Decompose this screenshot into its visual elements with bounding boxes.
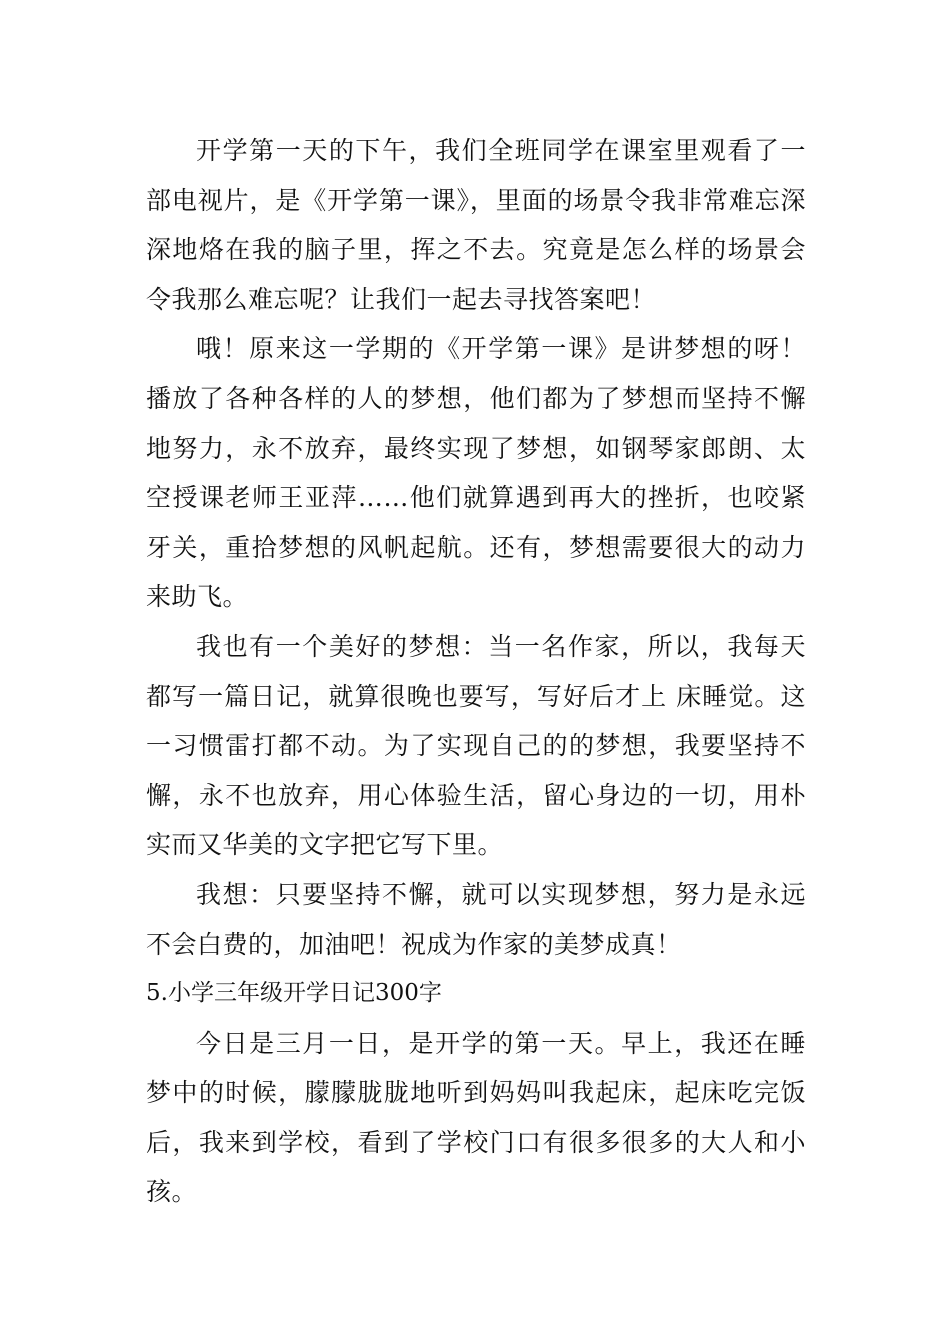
paragraph-1: 开学第一天的下午，我们全班同学在课室里观看了一部电视片，是《开学第一课》，里面的场景令我非常难忘深深地烙在我的脑子里，挥之不去。究竟是怎么样的场景会令我那么难忘呢？让我们一起去寻找答案吧！ xyxy=(146,136,806,314)
paragraph-2: 哦！原来这一学期的《开学第一课》是讲梦想的呀！播放了各种各样的人的梦想，他们都为了梦想而坚持不懈地努力，永不放弃，最终实现了梦想，如钢琴家郎朗、太空授课老师王亚萍……他们就算遇到再大的挫折，也咬紧牙关，重拾梦想的风帆起航。还有，梦想需要很大的动力来助飞。 xyxy=(146,334,806,612)
document-page xyxy=(146,126,806,1217)
section-paragraph-1: 今日是三月一日，是开学的第一天。早上，我还在睡梦中的时候，朦朦胧胧地听到妈妈叫我起床，起床吃完饭后，我来到学校，看到了学校门口有很多很多的大人和小孩。 xyxy=(146,1028,806,1207)
paragraph-4: 我想：只要坚持不懈，就可以实现梦想，努力是永远不会白费的，加油吧！祝成为作家的美梦成真！ xyxy=(146,879,806,959)
section-heading: 5.小学三年级开学日记300字 xyxy=(146,980,442,1007)
paragraph-3: 我也有一个美好的梦想：当一名作家，所以，我每天都写一篇日记，就算很晚也要写，写好后才上 床睡觉。这一习惯雷打都不动。为了实现自己的的梦想，我要坚持不懈，永不也放弃，用心体验生活，留心身边的一切，用朴实而又华美的文字把它写下里。 xyxy=(146,631,806,860)
